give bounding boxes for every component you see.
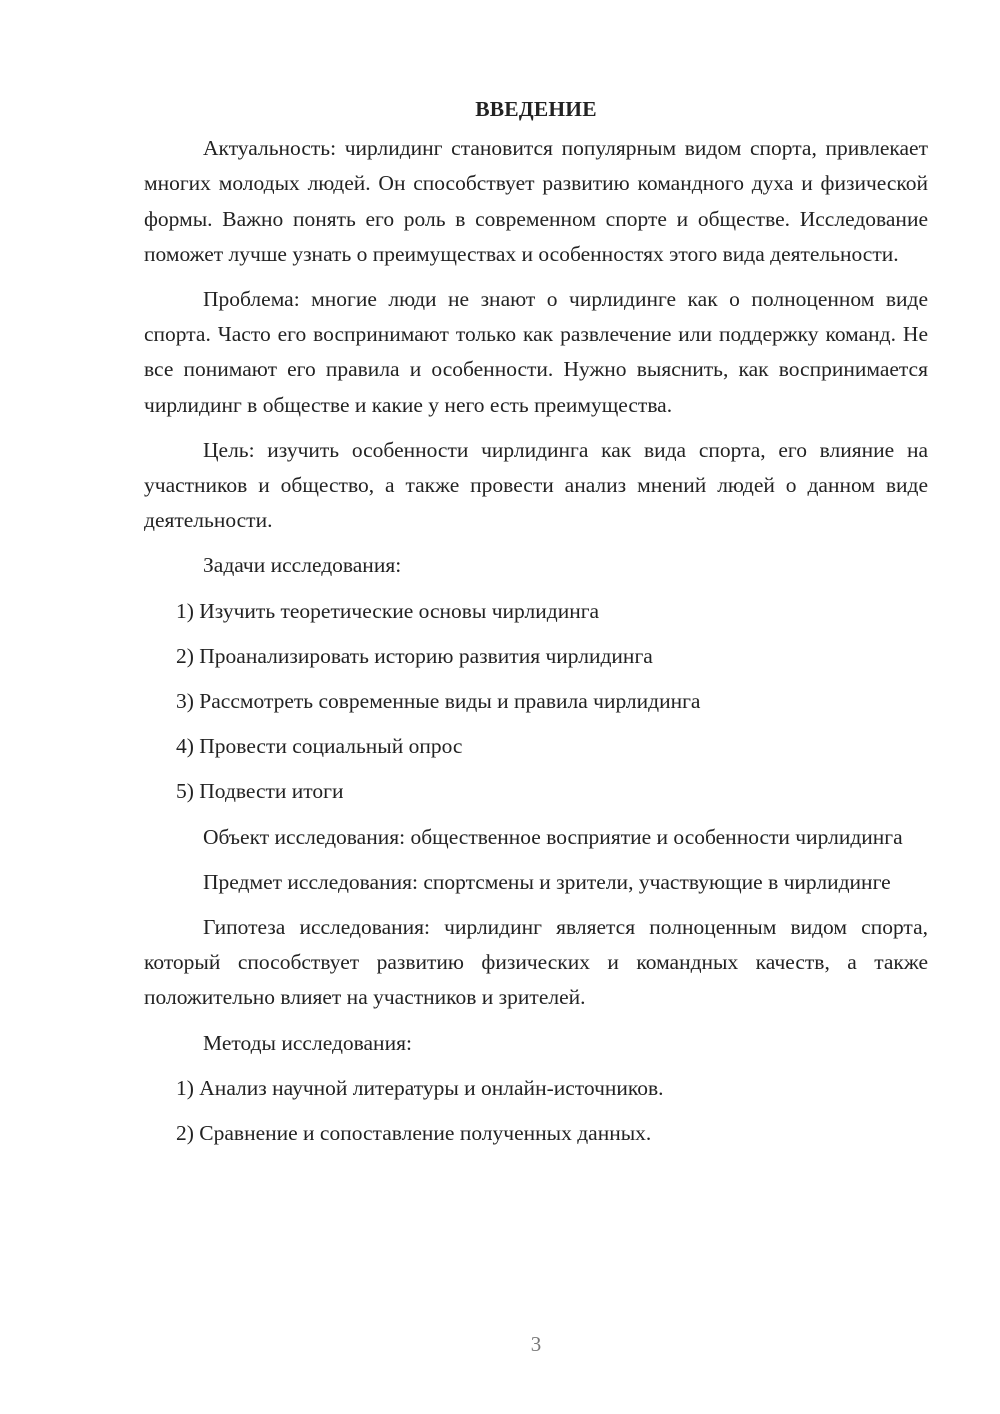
object-paragraph: Объект исследования: общественное восприятие и особенности чирлидинга <box>203 824 903 849</box>
section-heading: ВВЕДЕНИЕ <box>475 97 597 121</box>
task-item: 4) Провести социальный опрос <box>176 734 463 759</box>
task-item: 5) Подвести итоги <box>176 779 344 804</box>
task-item: 1) Изучить теоретические основы чирлидинга <box>176 598 600 623</box>
problem-paragraph: Проблема: многие люди не знают о чирлидинге как о полноценном виде спорта. Часто его воспринимают только как развлечение или поддержку команд. Не все понимают его правила и особенности. Нужно выяснить, как воспринимается чирлидинг в обществе и какие у него есть преимущества. <box>144 287 928 417</box>
task-item: 3) Рассмотреть современные виды и правила чирлидинга <box>176 689 701 714</box>
method-item: 1) Анализ научной литературы и онлайн-источников. <box>176 1075 664 1100</box>
hypothesis-paragraph: Гипотеза исследования: чирлидинг является полноценным видом спорта, который способствует развитию физических и командных качеств, а также положительно влияет на участников и зрителей. <box>144 915 928 1010</box>
goal-paragraph: Цель: изучить особенности чирлидинга как вида спорта, его влияние на участников и общество, а также провести анализ мнений людей о данном виде деятельности. <box>144 437 928 533</box>
page-number: 3 <box>530 1332 542 1356</box>
methods-title: Методы исследования: <box>203 1030 412 1055</box>
subject-paragraph: Предмет исследования: спортсмены и зрители, участвующие в чирлидинге <box>203 869 891 894</box>
task-item: 2) Проанализировать историю развития чирлидинга <box>176 643 653 668</box>
method-item: 2) Сравнение и сопоставление полученных данных. <box>176 1121 652 1146</box>
document-body <box>144 92 928 1161</box>
relevance-paragraph: Актуальность: чирлидинг становится популярным видом спорта, привлекает многих молодых людей. Он способствует развитию командного духа и физической формы. Важно понять его роль в современном спорте и обществе. Исследование поможет лучше узнать о преимуществах и особенностях этого вида деятельности. <box>144 136 928 266</box>
tasks-title: Задачи исследования: <box>203 553 402 578</box>
